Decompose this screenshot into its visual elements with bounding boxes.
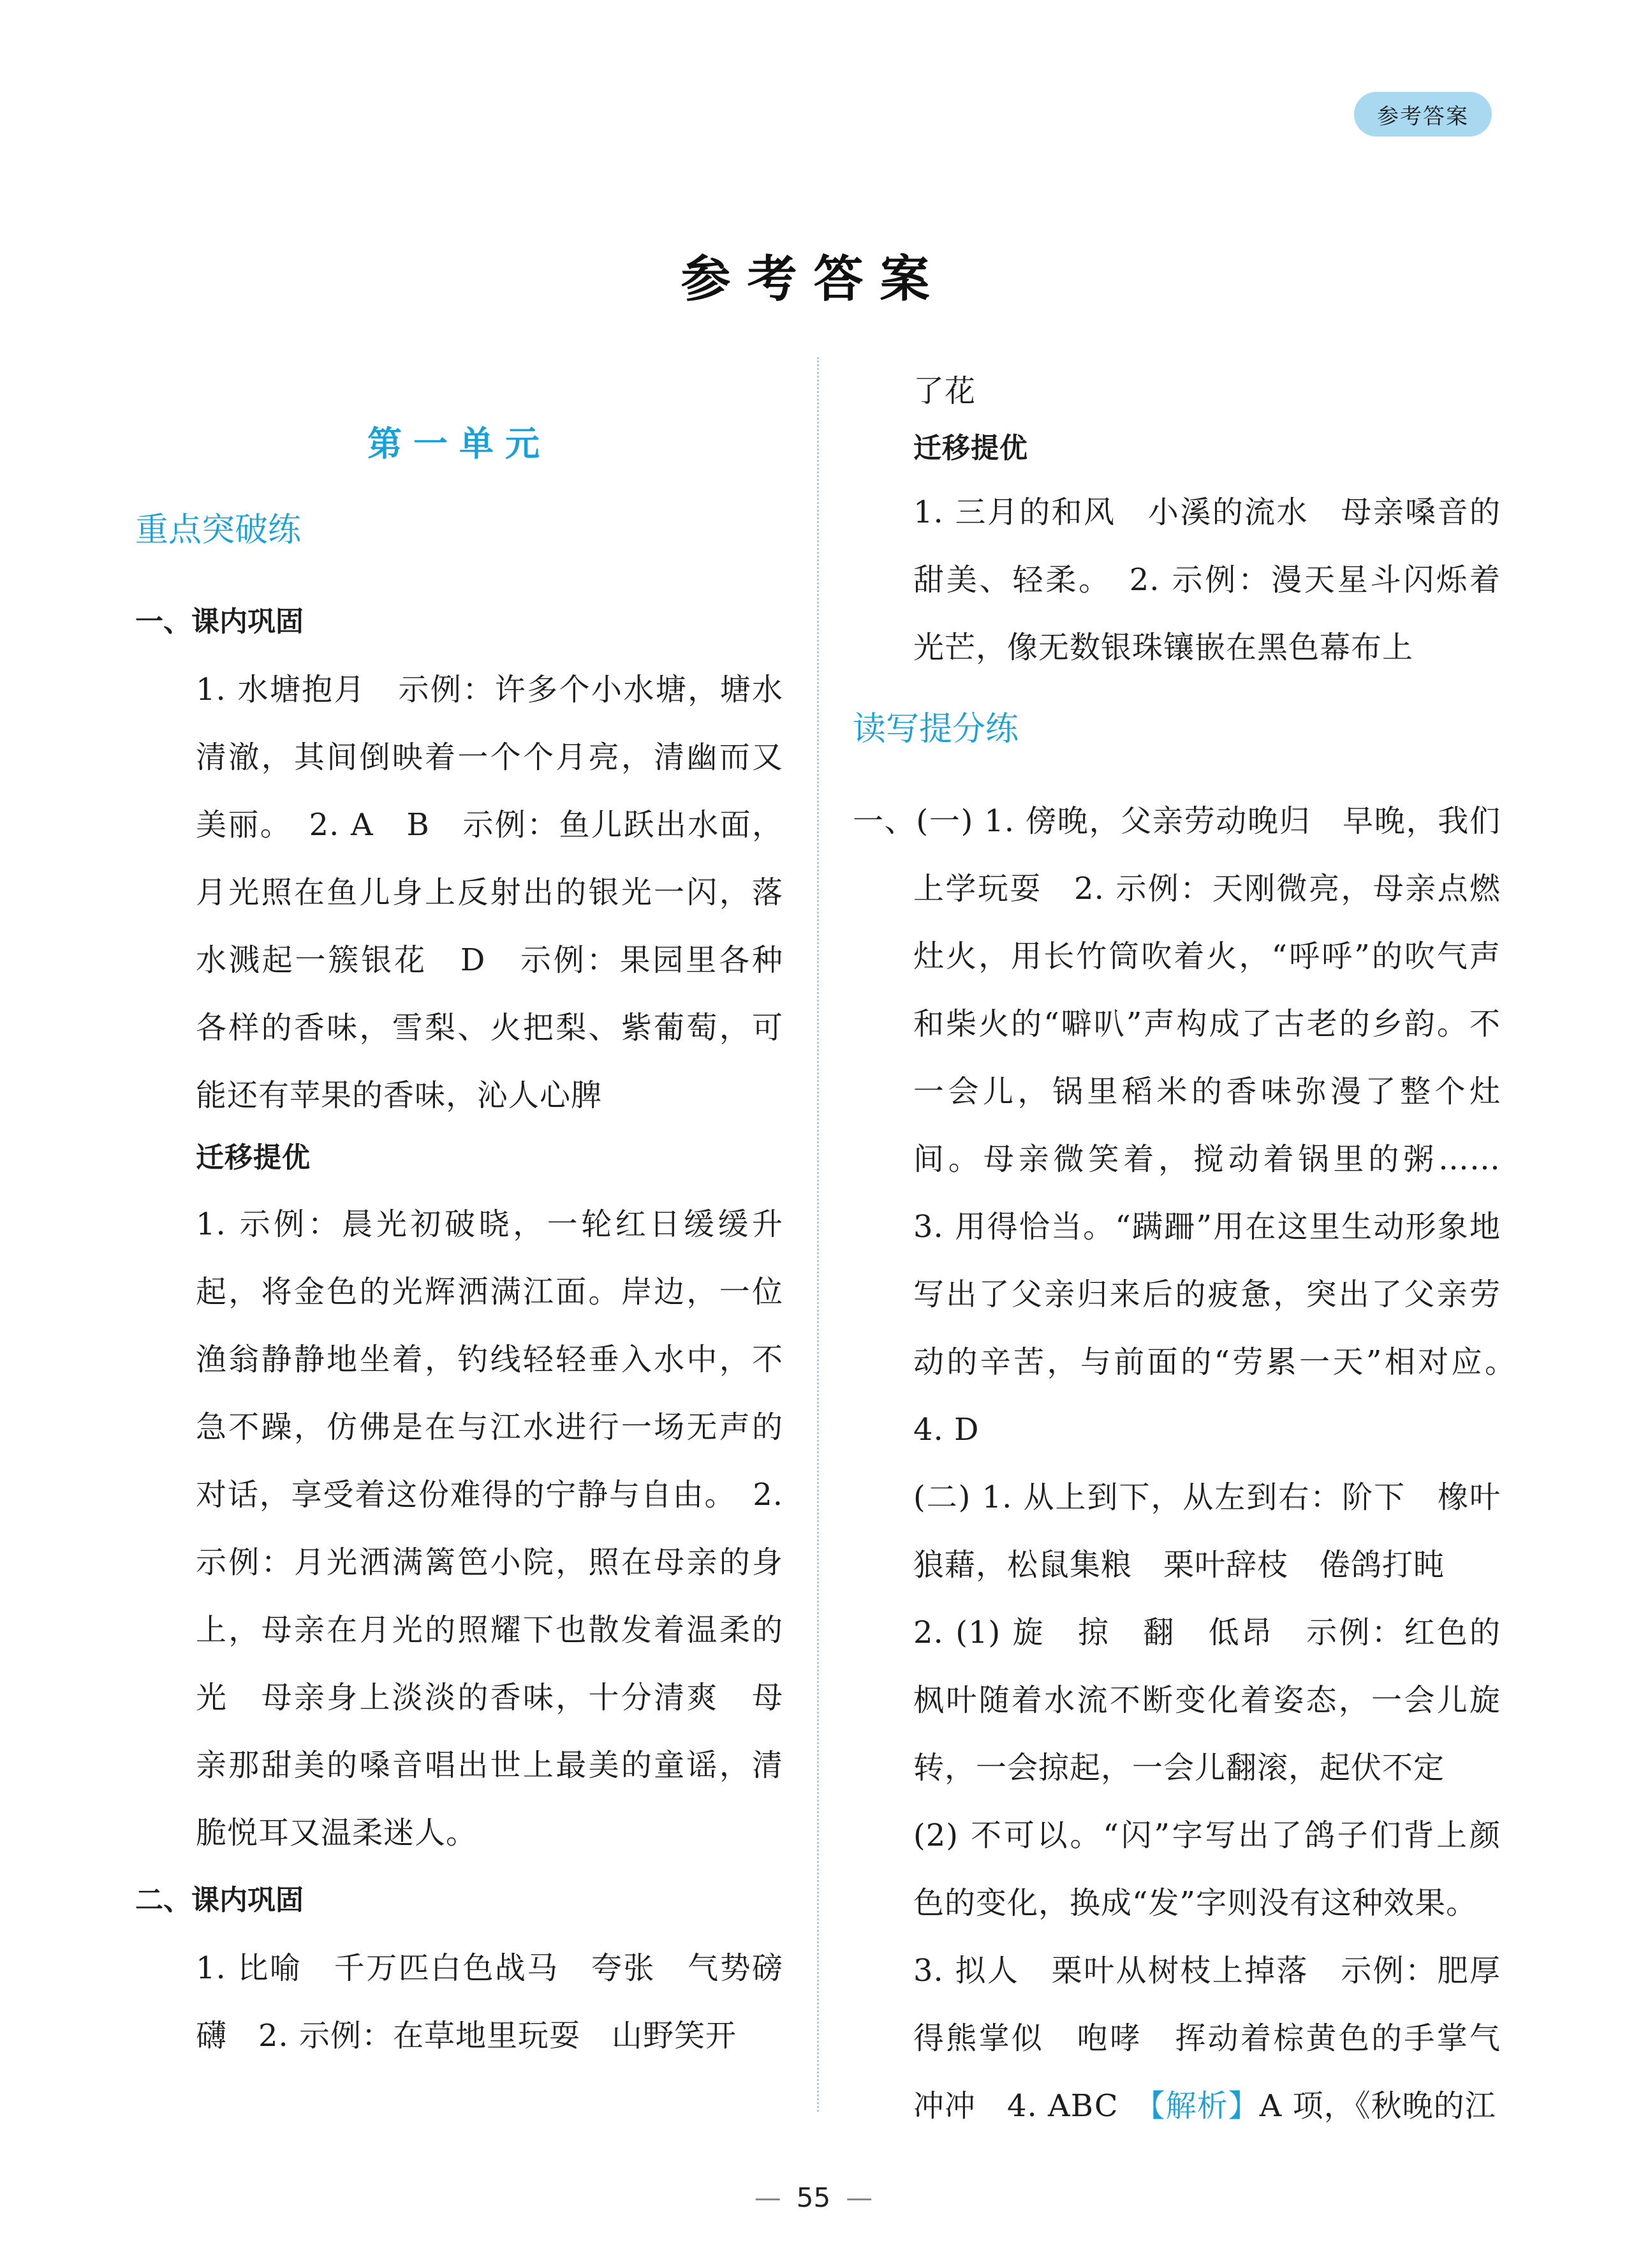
column-divider [817,357,819,2112]
left-column [135,357,783,2112]
answer-paragraph: 1. 比喻 千万匹白色战马 夸张 气势磅礴 2. 示例：在草地里玩耍 山野笑开 [196,1950,783,2054]
answer-paragraph: 2. (1) 旋 掠 翻 低昂 示例：红色的枫叶随着水流不断变化着姿态，一会儿旋转，一会掠起，一会儿翻滚，起伏不定 [913,1615,1501,1786]
part-heading-2: 二、课内巩固 [135,1884,304,1916]
answer-tag: 参考答案 [1354,92,1492,137]
answer-paragraph: 1. 三月的和风 小溪的流水 母亲嗓音的甜美、轻柔。 2. 示例：漫天星斗闪烁着光芒，像无数银珠镶嵌在黑色幕布上 [913,494,1501,665]
subheading-transfer: 迁移提优 [196,1141,311,1174]
page-number: — 55 — [754,2182,873,2213]
unit-title: 第一单元 [367,423,551,464]
answer-text: A 项，《秋晚的江 [1259,2088,1496,2124]
section-title-key-practice: 重点突破练 [135,511,302,549]
answer-paragraph: (2) 不可以。“闪”字写出了鸽子们背上颜色的变化，换成“发”字则没有这种效果。 [913,1818,1501,1921]
analysis-tag: 【解析】 [1149,2088,1260,2124]
right-column [853,357,1533,2124]
section-title-reading-writing: 读写提分练 [853,710,1019,748]
answer-continuation: 了花 [913,373,976,409]
answer-paragraph: 1. 示例：晨光初破晓，一轮红日缓缓升起，将金色的光辉洒满江面。岸边，一位渔翁静静地坐着，钓线轻轻垂入水中，不急不躁，仿佛是在与江水进行一场无声的对话，享受着这份难得的宁静与自由。 2. 示例：月光洒满篱笆小院，照在母亲的身上，母亲在月光的照耀下也散发着温柔的光 母亲身上淡淡的香味，十分清爽 母亲那甜美的嗓音唱出世上最美的童谣，清脆悦耳又温柔迷人。 [196,1206,783,1851]
subheading-transfer: 迁移提优 [913,432,1028,464]
page-title: 参考答案 [681,250,946,308]
answer-paragraph [853,1937,1501,2140]
part-heading-1: 一、课内巩固 [135,605,304,638]
answer-text: 3. 拟人 栗叶从树枝上掉落 示例：肥厚得熊掌似 咆哮 挥动着棕黄色的手掌气冲冲 4. ABC [913,1953,1501,2124]
answer-paragraph: 一、(一) 1. 傍晚，父亲劳动晚归 早晚，我们上学玩耍 2. 示例：天刚微亮，母亲点燃灶火，用长竹筒吹着火，“呼呼”的吹气声和柴火的“噼叭”声构成了古老的乡韵。不一会儿，锅里稻米的香味弥漫了整个灶间。母亲微笑着，搅动着锅里的粥…… 3. 用得恰当。“蹒跚”用在这里生动形象地写出了父亲归来后的疲惫，突出了父亲劳动的辛苦，与前面的“劳累一天”相对应。 4. D [853,803,1533,1448]
answer-paragraph: 1. 水塘抱月 示例：许多个小水塘，塘水清澈，其间倒映着一个个月亮，清幽而又美丽。 2. A B 示例：鱼儿跃出水面，月光照在鱼儿身上反射出的银光一闪，落水溅起一簇银花 D 示例：果园里各种各样的香味，雪梨、火把梨、紫葡萄，可能还有苹果的香味，沁人心脾 [196,672,783,1113]
answer-paragraph: (二) 1. 从上到下，从左到右：阶下 橡叶狼藉，松鼠集粮 栗叶辞枝 倦鸽打盹 [913,1479,1501,1583]
